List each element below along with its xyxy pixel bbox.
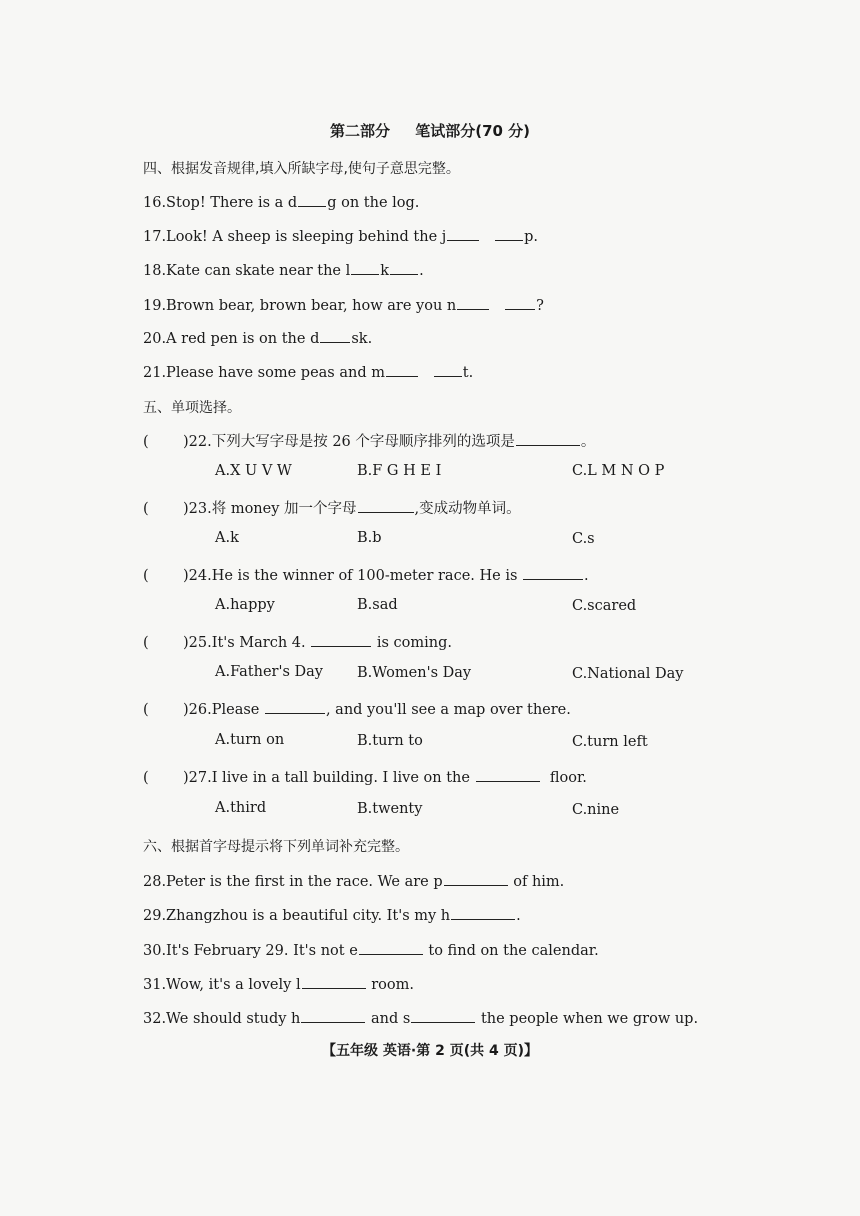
answer-blank[interactable] [351,260,379,275]
question-30: 30.It's February 29. It's not e to find on the calendar. [143,940,599,959]
answer-blank[interactable] [516,431,580,446]
answer-blank[interactable] [386,362,418,377]
option-a[interactable]: A.X U V W [215,463,292,479]
answer-blank[interactable] [451,905,515,920]
question-21: 21.Please have some peas and m t. [143,362,473,381]
answer-blank[interactable] [411,1008,475,1023]
section5-heading: 五、单项选择。 [143,400,241,416]
question-26: ( )26.Please , and you'll see a map over there. [143,699,571,718]
option-a[interactable]: A.Father's Day [215,664,323,680]
question-17: 17.Look! A sheep is sleeping behind the j p. [143,226,538,245]
answer-blank[interactable] [434,362,462,377]
question-22: ( )22.下列大写字母是按 26 个字母顺序排列的选项是 。 [143,430,595,451]
question-24: ( )24.He is the winner of 100-meter race. He is . [143,565,589,584]
answer-blank[interactable] [447,226,479,241]
question-27: ( )27.I live in a tall building. I live on the floor. [143,767,587,786]
answer-blank[interactable] [358,498,414,513]
answer-blank[interactable] [495,226,523,241]
answer-blank[interactable] [320,328,350,343]
option-a[interactable]: A.happy [215,597,275,613]
part-label: 第二部分 [329,122,390,140]
question-32: 32.We should study h and s the people when we grow up. [143,1008,698,1027]
section4-heading: 四、根据发音规律,填入所缺字母,使句子意思完整。 [143,161,460,177]
answer-blank[interactable] [265,699,325,714]
page-footer: 【五年级 英语·第 2 页(共 4 页)】 [322,1043,538,1059]
option-a[interactable]: A.third [215,800,267,816]
question-20: 20.A red pen is on the d sk. [143,328,372,347]
option-b[interactable]: B.sad [357,597,398,613]
option-c[interactable]: C.scared [572,598,637,614]
question-25: ( )25.It's March 4. is coming. [143,632,452,651]
option-b[interactable]: B.Women's Day [357,665,472,681]
answer-blank[interactable] [476,767,540,782]
option-b[interactable]: B.F G H E I [357,463,442,479]
answer-blank[interactable] [311,632,371,647]
question-31: 31.Wow, it's a lovely l room. [143,974,414,993]
option-c[interactable]: C.turn left [572,734,648,750]
question-18: 18.Kate can skate near the l k . [143,260,424,279]
question-28: 28.Peter is the first in the race. We are p of him. [143,871,564,890]
answer-blank[interactable] [298,192,326,207]
option-c[interactable]: C.L M N O P [572,463,665,479]
answer-blank[interactable] [523,565,583,580]
question-23: ( )23.将 money 加一个字母 ,变成动物单词。 [143,497,521,518]
option-a[interactable]: A.k [215,530,239,546]
part-title [0,120,860,141]
section6-heading: 六、根据首字母提示将下列单词补充完整。 [143,839,409,855]
answer-blank[interactable] [301,1008,365,1023]
question-16: 16.Stop! There is a d g on the log. [143,192,419,211]
option-c[interactable]: C.s [572,531,595,547]
question-29: 29.Zhangzhou is a beautiful city. It's my h . [143,905,521,924]
option-b[interactable]: B.turn to [357,733,423,749]
answer-blank[interactable] [444,871,508,886]
option-b[interactable]: B.twenty [357,801,423,817]
answer-blank[interactable] [359,940,423,955]
answer-blank[interactable] [457,295,489,310]
answer-blank[interactable] [302,974,366,989]
option-c[interactable]: C.National Day [572,666,684,682]
option-b[interactable]: B.b [357,530,382,546]
part-subtitle: 笔试部分(70 分) [415,122,531,140]
answer-blank[interactable] [390,260,418,275]
option-c[interactable]: C.nine [572,802,620,818]
question-19: 19.Brown bear, brown bear, how are you n ? [143,295,544,314]
option-a[interactable]: A.turn on [215,732,285,748]
answer-blank[interactable] [505,295,535,310]
